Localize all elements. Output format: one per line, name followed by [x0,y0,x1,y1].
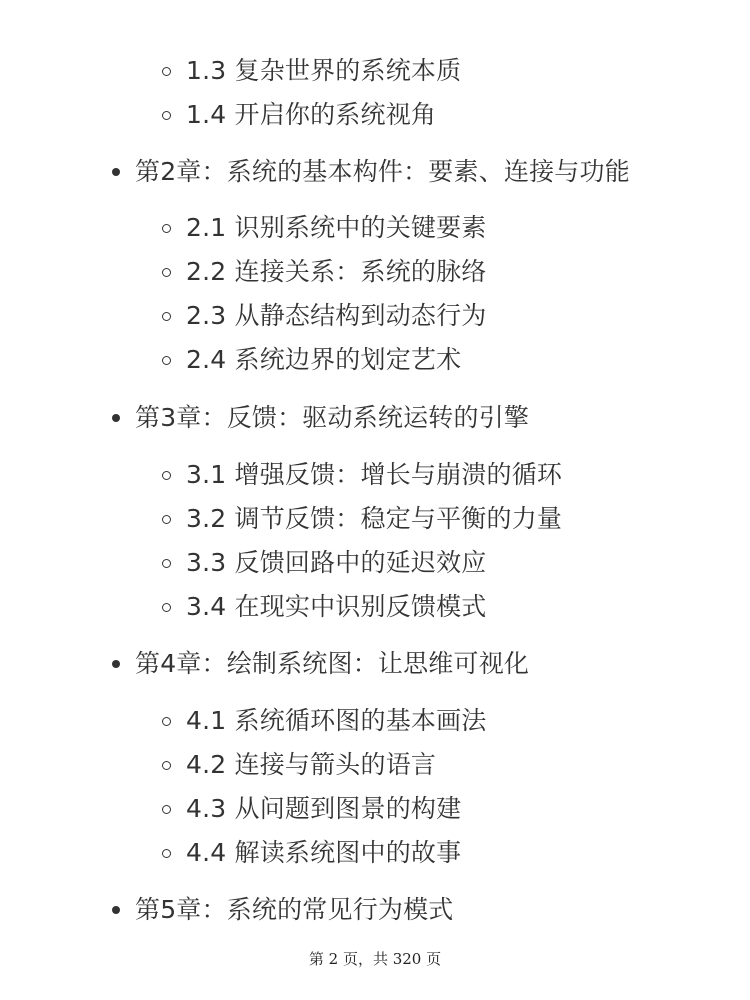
toc-section-2-4[interactable] [0,338,461,382]
toc-section-1-3[interactable] [0,49,461,93]
toc-section-4-4[interactable] [0,831,461,875]
toc-entry-label: 3.2 调节反馈：稳定与平衡的力量 [186,504,563,533]
toc-entry-label: 第5章：系统的常见行为模式 [135,895,454,924]
toc-entry-label: 2.3 从静态结构到动态行为 [186,301,487,330]
toc-entry-label: 第2章：系统的基本构件：要素、连接与功能 [135,157,630,186]
bullet-icon [112,660,120,668]
toc-section-4-3[interactable] [0,787,461,831]
bullet-icon [112,168,120,176]
toc-section-3-4[interactable] [0,585,487,629]
toc-entry-label: 4.3 从问题到图景的构建 [186,794,462,823]
toc-entry-label: 4.4 解读系统图中的故事 [186,838,462,867]
hollow-bullet-icon [162,111,171,120]
hollow-bullet-icon [162,761,171,770]
toc-entry-label: 第3章：反馈：驱动系统运转的引擎 [135,403,530,432]
page-number-footer: 第 2 页，共 320 页 [308,950,442,968]
toc-entry-label: 1.4 开启你的系统视角 [186,100,437,129]
hollow-bullet-icon [162,67,171,76]
toc-entry-label: 2.4 系统边界的划定艺术 [186,345,462,374]
hollow-bullet-icon [162,312,171,321]
hollow-bullet-icon [162,224,171,233]
toc-entry-label: 4.2 连接与箭头的语言 [186,750,437,779]
toc-entry-label: 2.1 识别系统中的关键要素 [186,213,487,242]
hollow-bullet-icon [162,356,171,365]
hollow-bullet-icon [162,515,171,524]
toc-chapter-4[interactable] [0,642,529,686]
hollow-bullet-icon [162,849,171,858]
toc-section-3-3[interactable] [0,541,487,585]
bullet-icon [112,414,120,422]
bullet-icon [112,906,120,914]
toc-entry-label: 1.3 复杂世界的系统本质 [186,56,462,85]
toc-section-1-4[interactable] [0,93,436,137]
hollow-bullet-icon [162,717,171,726]
toc-section-2-1[interactable] [0,206,487,250]
hollow-bullet-icon [162,805,171,814]
hollow-bullet-icon [162,268,171,277]
toc-section-4-1[interactable] [0,699,487,743]
toc-entry-label: 4.1 系统循环图的基本画法 [186,706,487,735]
toc-entry-label: 第4章：绘制系统图：让思维可视化 [135,649,530,678]
toc-chapter-5[interactable] [0,888,454,932]
toc-chapter-2[interactable] [0,150,630,194]
toc-entry-label: 2.2 连接关系：系统的脉络 [186,257,487,286]
toc-entry-label: 3.3 反馈回路中的延迟效应 [186,548,487,577]
toc-entry-label: 3.4 在现实中识别反馈模式 [186,592,487,621]
toc-section-2-3[interactable] [0,294,487,338]
toc-section-3-2[interactable] [0,497,562,541]
toc-section-4-2[interactable] [0,743,436,787]
toc-entry-label: 3.1 增强反馈：增长与崩溃的循环 [186,460,563,489]
toc-section-2-2[interactable] [0,250,487,294]
hollow-bullet-icon [162,471,171,480]
hollow-bullet-icon [162,603,171,612]
hollow-bullet-icon [162,559,171,568]
toc-chapter-3[interactable] [0,396,529,440]
toc-section-3-1[interactable] [0,453,562,497]
